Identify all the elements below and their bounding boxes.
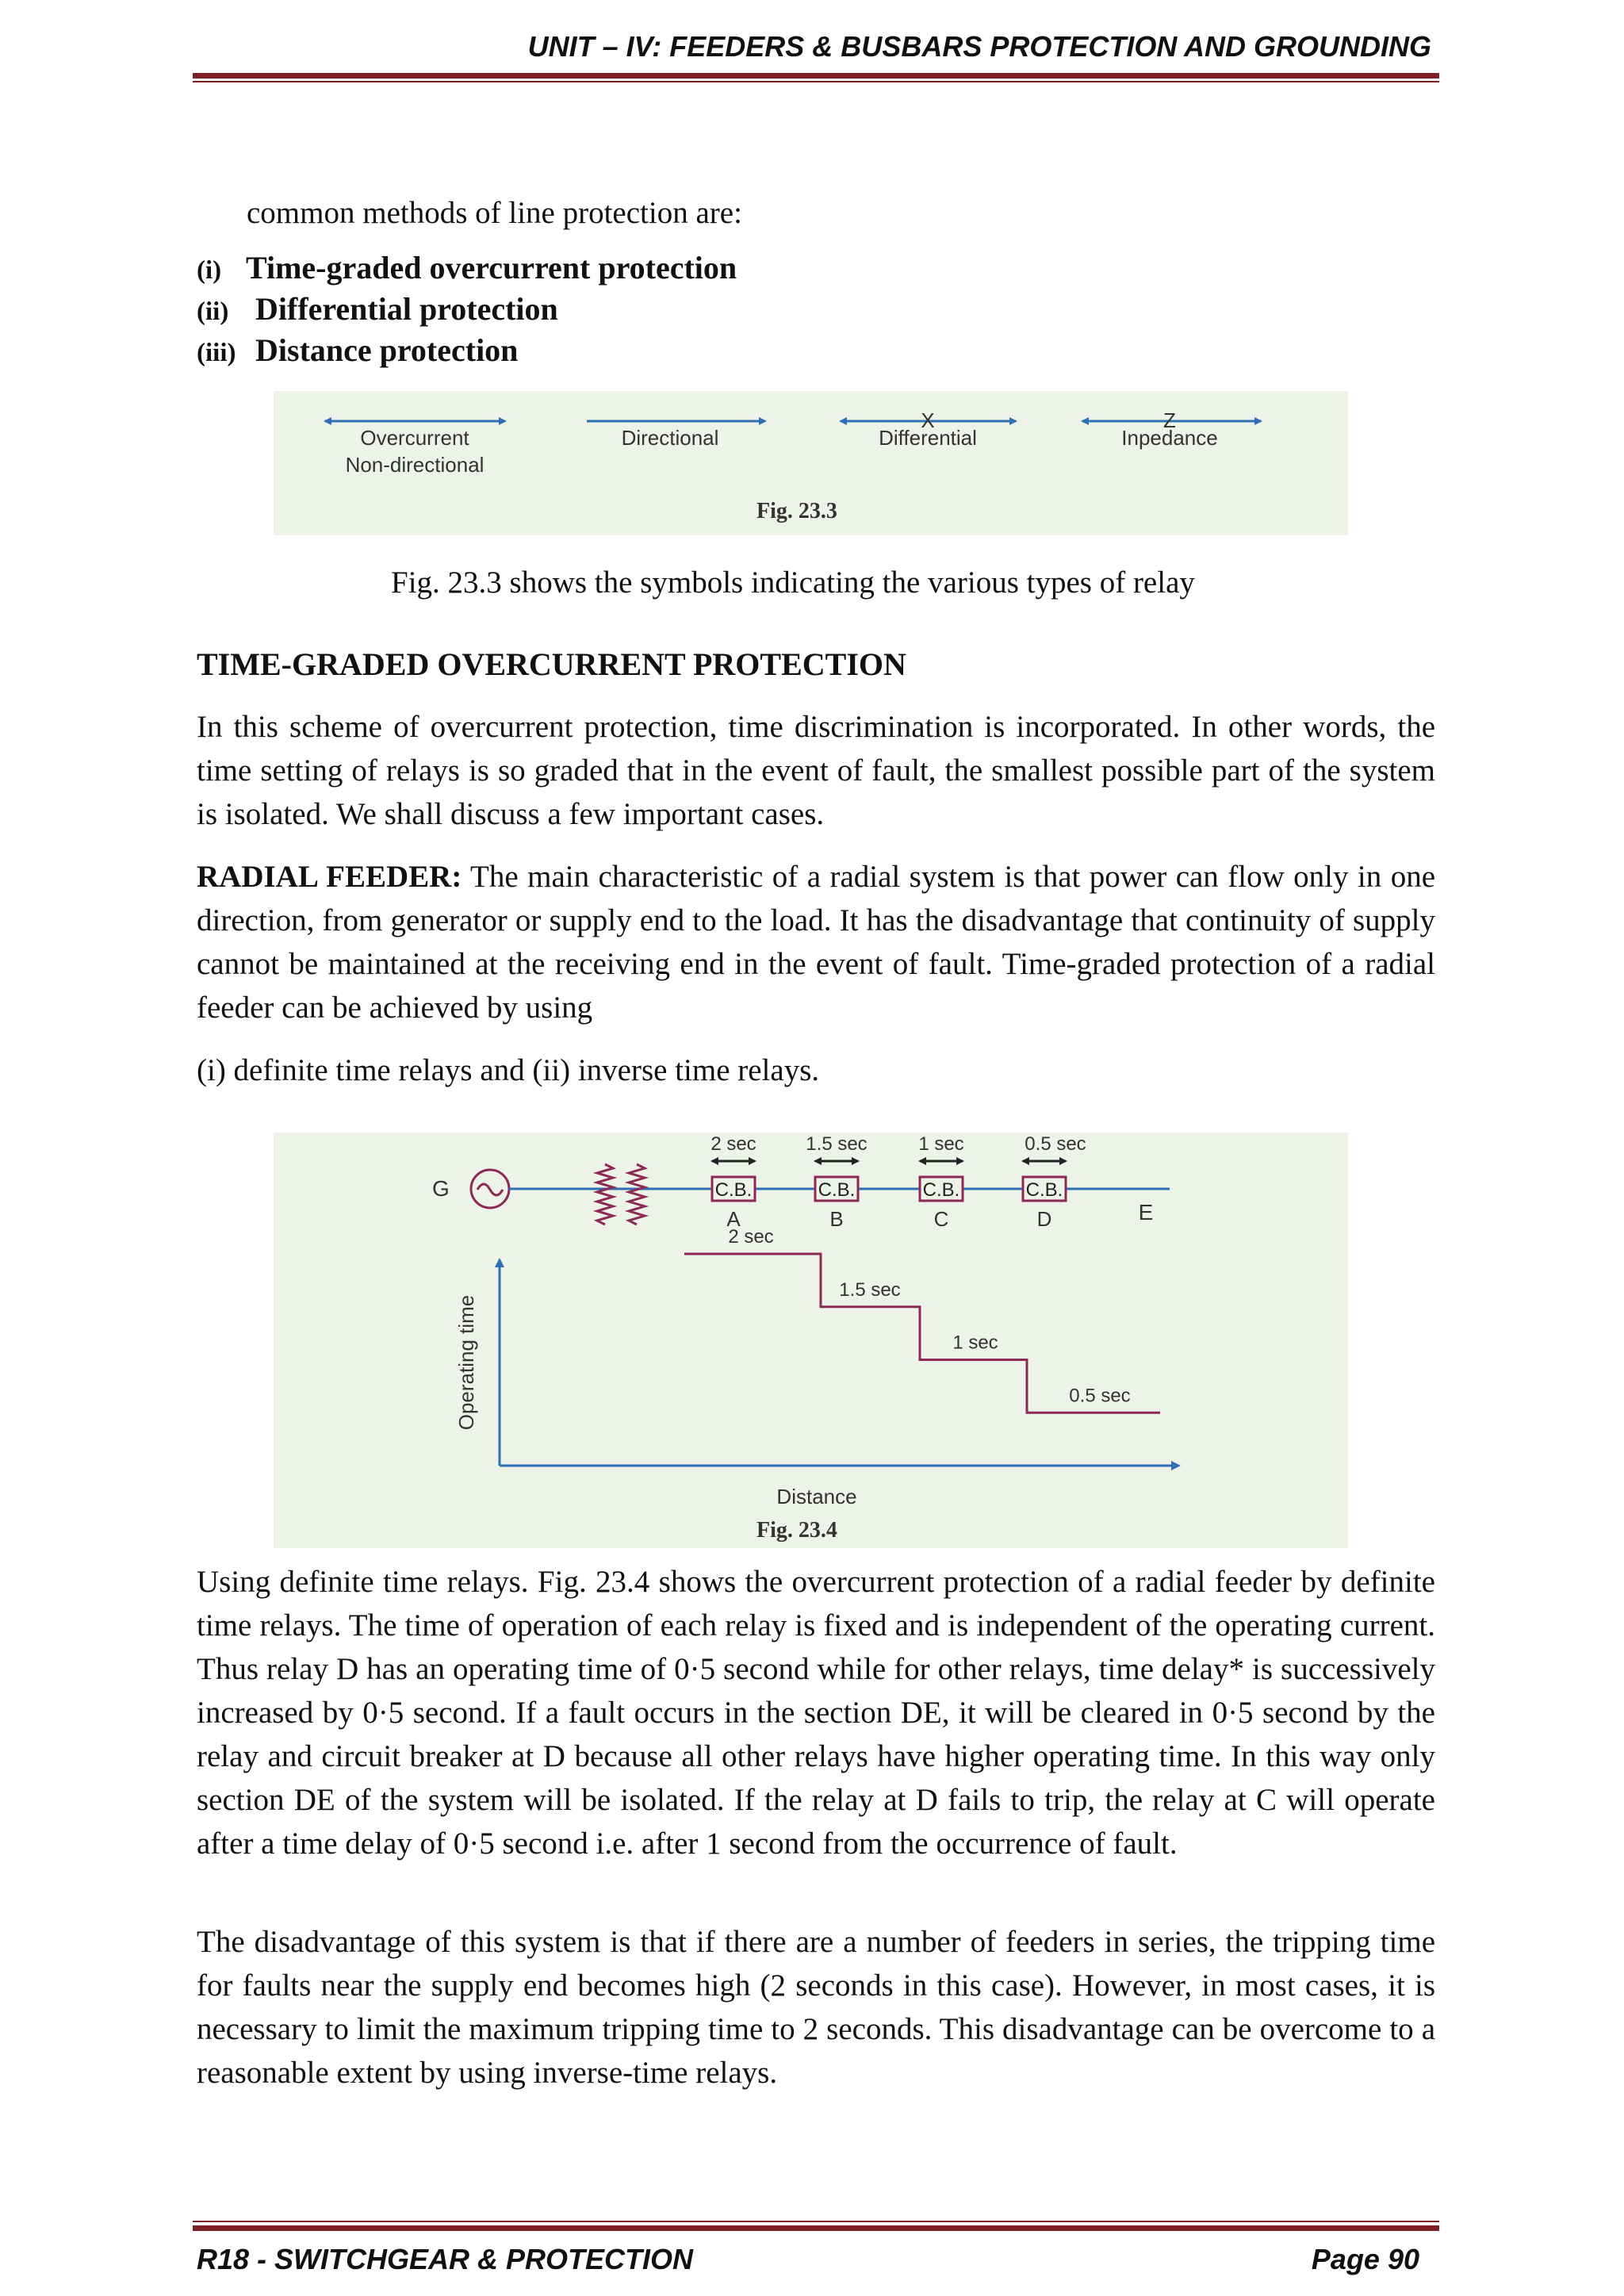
paragraph-disadvantage: The disadvantage of this system is that if there are a number of feeders in series, the tripping time for faults near the supply end becomes high (2 seconds in this case). However, in most cases, it is necessary to limit the maximum tripping time to 2 seconds. This disadvantage can be overcome to a reasonable extent by using inverse-time relays.	[197, 1925, 1435, 2090]
method-label: Differential protection	[255, 291, 558, 327]
method-item-3	[197, 330, 518, 374]
paragraph-radial-feeder	[197, 855, 1435, 1029]
radial-feeder-text: The main characteristic of a radial system is that power can flow only in one direction, from generator or supply end to the load. It has the disadvantage that continuity of supply cannot be maintained at the receiving end in the event of fault. Time-graded protection of a radial feeder can be achieved by using	[197, 860, 1436, 1025]
figure-caption: Fig. 23.3	[756, 499, 837, 523]
paragraph-time-discrimination: In this scheme of overcurrent protection, time discrimination is incorporated. In other words, the time setting of relays is so graded that in the event of fault, the smallest possible part of the system is isolated. We shall discuss a few important cases.	[197, 710, 1435, 831]
figure-23-3	[274, 391, 1348, 535]
breaker-group	[710, 1133, 1086, 1231]
breaker-letter: A	[726, 1207, 741, 1231]
circuit-breaker-label: C.B.	[1025, 1179, 1063, 1201]
method-num: (iii)	[197, 339, 236, 367]
transformer-primary-icon	[597, 1164, 613, 1225]
ac-wave-icon	[477, 1184, 503, 1195]
method-item-1	[197, 247, 737, 291]
symbol-label: Differential	[879, 426, 977, 450]
relay-types-line: (i) definite time relays and (ii) inverse time relays.	[197, 1053, 820, 1087]
symbol-overcurrent	[325, 421, 505, 477]
method-label: Time-graded overcurrent protection	[246, 250, 737, 286]
generator-label: G	[432, 1176, 450, 1201]
method-label: Distance protection	[255, 332, 519, 368]
footer-rule-thin	[193, 2221, 1439, 2222]
figure-23-4	[274, 1133, 1348, 1548]
breaker-letter: D	[1036, 1207, 1052, 1231]
symbol-mark: Z	[1163, 408, 1176, 432]
symbol-mark: X	[921, 408, 935, 432]
running-header: UNIT – IV: FEEDERS & BUSBARS PROTECTION AND GROUNDING	[527, 30, 1431, 63]
header-rule-thick	[193, 73, 1439, 79]
step-time-label: 1.5 sec	[839, 1278, 901, 1301]
method-item-2	[197, 289, 558, 332]
end-label: E	[1138, 1200, 1154, 1225]
symbol-label-2: Non-directional	[345, 453, 485, 477]
circuit-breaker-label: C.B.	[818, 1179, 856, 1201]
symbol-differential	[841, 408, 1016, 450]
circuit-breaker-label: C.B.	[922, 1179, 960, 1201]
footer-page-number: Page 90	[1311, 2243, 1419, 2275]
radial-feeder-lead: RADIAL FEEDER:	[197, 860, 462, 894]
section-heading: TIME-GRADED OVERCURRENT PROTECTION	[197, 646, 906, 682]
symbol-directional	[587, 421, 765, 450]
circuit-breaker-label: C.B.	[714, 1179, 753, 1201]
step-time-label: 0.5 sec	[1069, 1385, 1131, 1407]
x-axis-label: Distance	[776, 1485, 857, 1508]
breaker-time-label: 0.5 sec	[1025, 1133, 1086, 1155]
symbol-label: Overcurrent	[360, 426, 469, 450]
paragraph-definite-time: Using definite time relays. Fig. 23.4 shows the overcurrent protection of a radial feeder by definite time relays. The time of operation of each relay is fixed and is independent of the operating current. Thus relay D has an operating time of 0·5 second while for other relays, time delay* is successively increased by 0·5 second. If a fault occurs in the section DE, it will be cleared in 0·5 second by the relay and circuit breaker at D because all other relays have higher operating time. In this way only section DE of the system will be isolated. If the relay at D fails to trip, the relay at C will operate after a time delay of 0·5 second i.e. after 1 second from the occurrence of fault.	[197, 1565, 1435, 1861]
breaker-time-label: 2 sec	[710, 1133, 756, 1155]
symbol-impedance	[1082, 408, 1261, 450]
breaker-time-label: 1 sec	[918, 1133, 964, 1155]
intro-line: common methods of line protection are:	[247, 196, 742, 230]
step-time-label: 1 sec	[952, 1332, 998, 1354]
radial-feeder-diagram	[274, 1133, 1348, 1548]
footer-course: R18 - SWITCHGEAR & PROTECTION	[197, 2243, 694, 2275]
figure-caption: Fig. 23.4	[756, 1518, 837, 1543]
breaker-time-label: 1.5 sec	[806, 1133, 868, 1155]
symbol-label: Directional	[621, 426, 719, 450]
transformer-secondary-icon	[629, 1164, 645, 1225]
footer-rule-thick	[193, 2225, 1439, 2231]
step-time-label: 2 sec	[728, 1226, 774, 1248]
method-num: (ii)	[197, 297, 229, 326]
y-axis-label: Operating time	[454, 1294, 478, 1431]
figure-23-3-description: Fig. 23.3 shows the symbols indicating the various types of relay	[391, 565, 1195, 600]
breaker-letter: C	[933, 1207, 949, 1231]
method-num: (i)	[197, 256, 222, 285]
relay-symbols-diagram	[274, 391, 1348, 535]
symbol-label: Inpedance	[1121, 426, 1218, 450]
breaker-letter: B	[829, 1207, 844, 1231]
header-rule-thin	[193, 81, 1439, 82]
